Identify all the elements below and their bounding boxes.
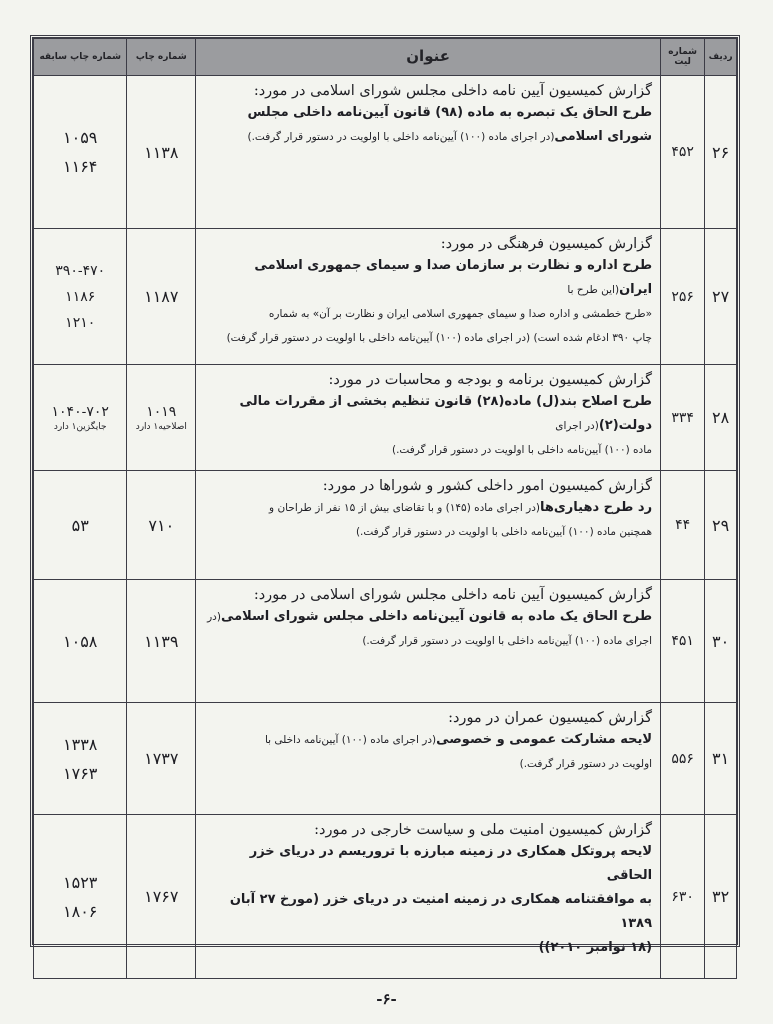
row-prev-print — [34, 703, 127, 815]
table-header — [34, 39, 737, 76]
row-detail-2: چاپ ۳۹۰ ادغام شده است) (در اجرای ماده (۱۰۰) آیین‌نامه داخلی با اولویت در دستور قرار گرفت) — [226, 332, 653, 344]
row-title — [196, 815, 661, 979]
row-heading: گزارش کمیسیون فرهنگی در مورد: — [440, 236, 653, 252]
row-subject: لایحه پروتکل همکاری در زمینه مبارزه با تروریسم در دریای خزر الحاقی — [249, 844, 653, 883]
row-radif: ۳۱ — [705, 703, 737, 815]
row-subject-cont: شورای اسلامی — [554, 129, 653, 144]
prev-print-value: ۱۰۴۰-۷۰۲ — [51, 403, 109, 420]
table-row — [34, 471, 737, 580]
row-subject-tail: (در — [207, 611, 221, 623]
table-row — [34, 703, 737, 815]
row-detail: همچنین ماده (۱۰۰) آیین‌نامه داخلی با اولویت در دستور قرار گرفت.) — [355, 526, 653, 538]
row-title — [196, 76, 661, 229]
prev-print-value: ۱۵۲۳ — [63, 872, 98, 892]
row-detail: ماده (۱۰۰) آیین‌نامه داخلی با اولویت در دستور قرار گرفت.) — [392, 444, 653, 456]
row-subject-cont: به موافقتنامه همکاری در زمینه امنیت در دریای خزر (مورخ ۲۷ آبان ۱۳۸۹ — [229, 892, 653, 931]
prev-note: جایگزین۱ دارد — [53, 421, 107, 432]
row-prev-print — [34, 229, 127, 365]
row-subject: طرح الحاق یک تبصره به ماده (۹۸) قانون آیین‌نامه داخلی مجلس — [247, 105, 653, 120]
row-heading: گزارش کمیسیون آیین نامه داخلی مجلس شورای اسلامی در مورد: — [253, 83, 653, 99]
row-subject: طرح الحاق یک ماده به قانون آیین‌نامه داخلی مجلس شورای اسلامی — [220, 609, 653, 624]
prev-print-value: ۱۱۸۶ — [65, 288, 96, 305]
row-heading: گزارش کمیسیون برنامه و بودجه و محاسبات در مورد: — [328, 372, 653, 388]
row-subject: طرح اداره و نظارت بر سازمان صدا و سیمای جمهوری اسلامی ایران — [254, 258, 653, 297]
row-print-no: ۱۱۳۹ — [127, 580, 196, 703]
prev-print-value: ۱۱۶۴ — [63, 157, 98, 176]
row-subject: لایحه مشارکت عمومی و خصوصی — [436, 732, 653, 747]
row-print-no: ۱۱۳۸ — [127, 76, 196, 229]
row-title — [196, 580, 661, 703]
header-title: عنوان — [196, 39, 661, 76]
row-print-no: ۷۱۰ — [127, 471, 196, 580]
row-subject-tail: (در اجرای ماده (۱۰۰) آیین‌نامه داخلی با — [264, 734, 437, 746]
row-title — [196, 471, 661, 580]
row-list-no: ۴۵۱ — [661, 580, 705, 703]
header-prev-print-no: شماره چاپ سابقه — [34, 39, 127, 76]
row-detail: (در اجرای ماده (۱۰۰) آیین‌نامه داخلی با اولویت در دستور قرار گرفت.) — [247, 131, 555, 143]
row-heading: گزارش کمیسیون آیین نامه داخلی مجلس شورای اسلامی در مورد: — [253, 587, 653, 603]
row-list-no: ۲۵۶ — [661, 229, 705, 365]
row-print-no: ۱۷۶۷ — [127, 815, 196, 979]
row-list-no: ۴۴ — [661, 471, 705, 580]
row-radif: ۳۲ — [705, 815, 737, 979]
table-row — [34, 229, 737, 365]
header-print-no: شماره چاپ — [127, 39, 196, 76]
row-radif: ۲۶ — [705, 76, 737, 229]
page-number: -۶- — [376, 990, 397, 1008]
row-prev-print — [34, 76, 127, 229]
row-subject: رد طرح دهیاری‌ها — [539, 500, 653, 515]
row-title — [196, 703, 661, 815]
prev-print-value: ۱۰۵۹ — [63, 128, 98, 147]
row-print-no: ۱۷۳۷ — [127, 703, 196, 815]
table-row — [34, 76, 737, 229]
row-print-no: ۱۱۸۷ — [127, 229, 196, 365]
row-prev-print: ۵۳ — [34, 471, 127, 580]
header-list-no: شماره لیت — [661, 39, 705, 76]
table-row — [34, 365, 737, 471]
table-row — [34, 580, 737, 703]
row-heading: گزارش کمیسیون امور داخلی کشور و شوراها در مورد: — [322, 478, 653, 494]
row-detail: «طرح خطمشی و اداره صدا و سیمای جمهوری اسلامی ایران و نظارت بر آن» به شماره — [268, 308, 653, 320]
prev-print-value: ۱۸۰۶ — [63, 901, 98, 921]
row-prev-print — [34, 815, 127, 979]
row-detail: (۱۸ نوامبر ۲۰۱۰)) — [538, 940, 653, 955]
row-detail: اجرای ماده (۱۰۰) آیین‌نامه داخلی با اولویت در دستور قرار گرفت.) — [362, 635, 653, 647]
row-prev-print: ۱۰۵۸ — [34, 580, 127, 703]
row-radif: ۲۸ — [705, 365, 737, 471]
row-heading: گزارش کمیسیون امنیت ملی و سیاست خارجی در مورد: — [314, 822, 653, 838]
row-list-no: ۶۳۰ — [661, 815, 705, 979]
row-subject: طرح اصلاح بند(ل) ماده(۲۸) قانون تنظیم بخشی از مقررات مالی دولت(۲) — [239, 394, 653, 433]
row-radif: ۳۰ — [705, 580, 737, 703]
row-detail: اولویت در دستور قرار گرفت.) — [519, 758, 653, 770]
row-heading: گزارش کمیسیون عمران در مورد: — [448, 710, 653, 726]
print-no-value: ۱۰۱۹ — [146, 403, 177, 420]
row-print-no — [127, 365, 196, 471]
row-title — [196, 365, 661, 471]
prev-print-value: ۳۹۰-۴۷۰ — [55, 262, 106, 279]
row-list-no: ۵۵۶ — [661, 703, 705, 815]
row-prev-print — [34, 365, 127, 471]
row-subject-tail: (در اجرای — [555, 420, 599, 432]
prev-print-value: ۱۷۶۳ — [63, 763, 98, 783]
row-subject-tail: (این طرح با — [567, 284, 620, 296]
row-subject-tail: (در اجرای ماده (۱۴۵) و با تقاضای بیش از ۱۵ نفر از طراحان و — [269, 502, 540, 514]
row-list-no: ۳۳۴ — [661, 365, 705, 471]
prev-print-value: ۱۲۱۰ — [65, 314, 96, 331]
header-radif: ردیف — [705, 39, 737, 76]
table-row — [34, 815, 737, 979]
row-title — [196, 229, 661, 365]
prev-print-value: ۱۳۳۸ — [63, 734, 98, 754]
print-note: اصلاحیه۱ دارد — [135, 421, 187, 432]
row-radif: ۲۹ — [705, 471, 737, 580]
row-radif: ۲۷ — [705, 229, 737, 365]
agenda-table — [33, 38, 737, 979]
row-list-no: ۴۵۲ — [661, 76, 705, 229]
